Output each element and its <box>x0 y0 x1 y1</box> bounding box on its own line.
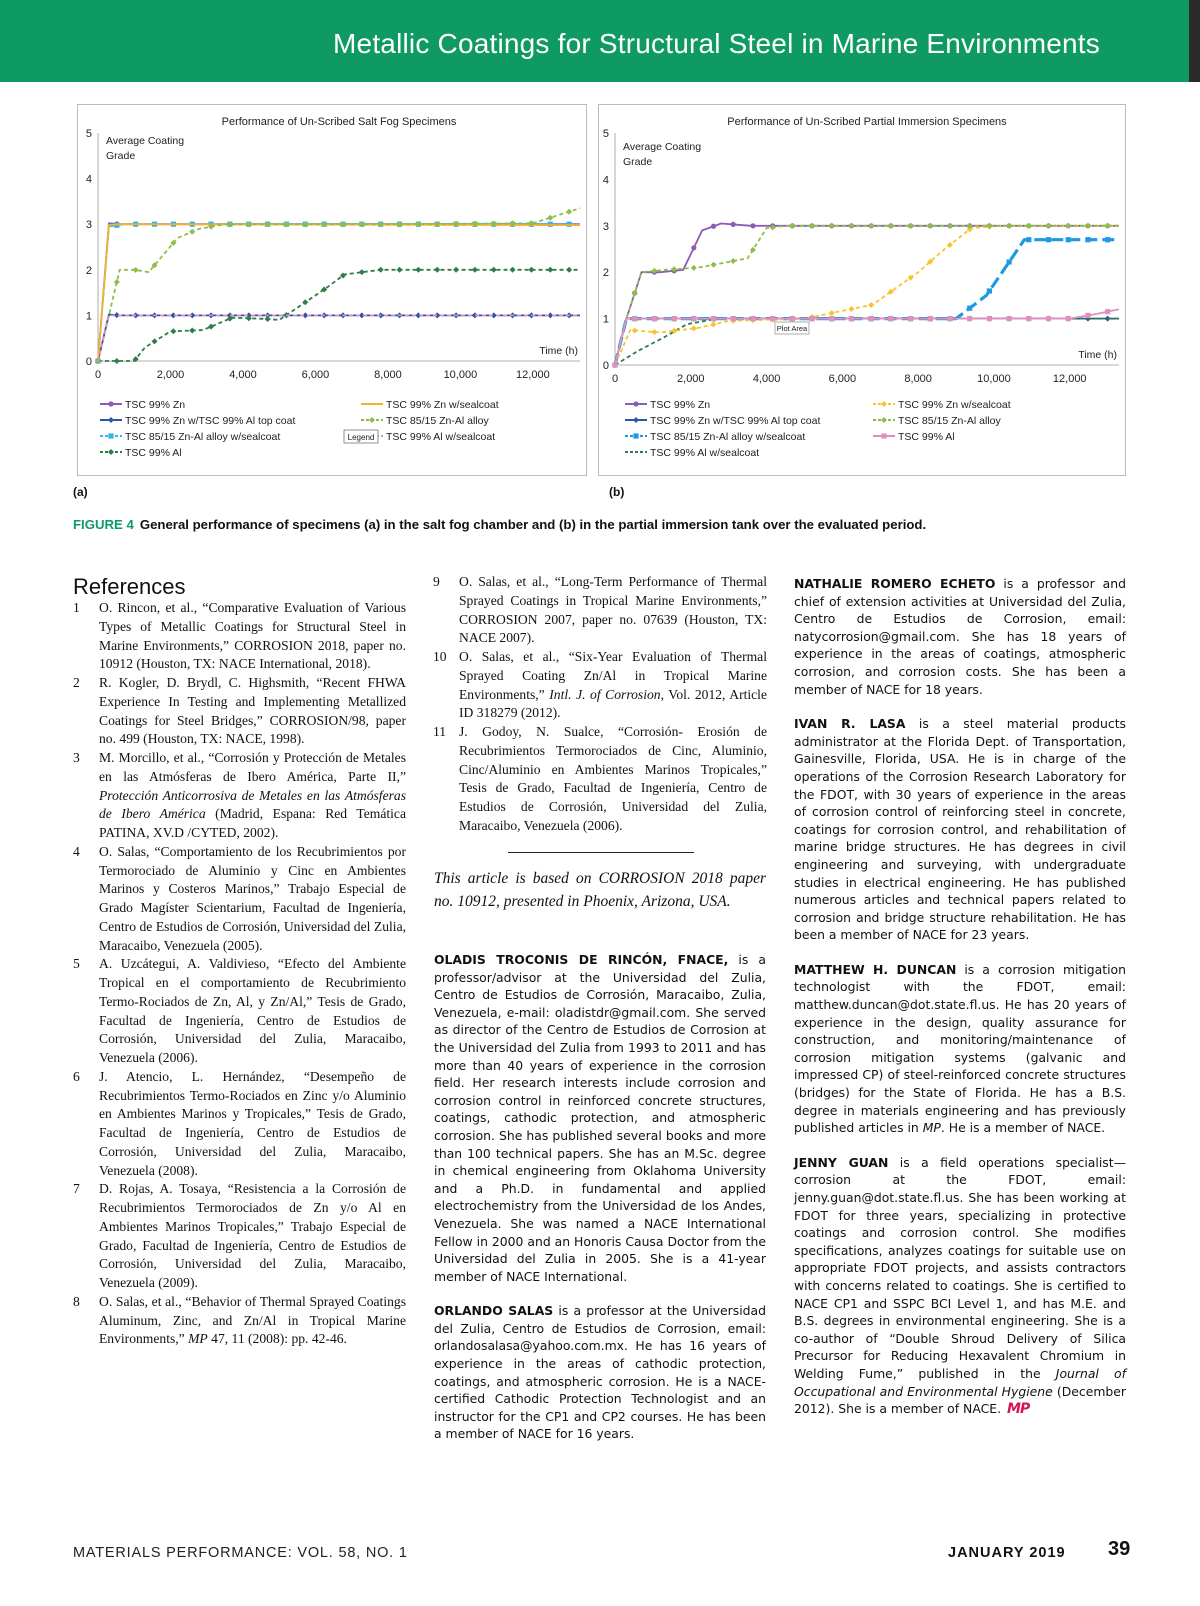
data-point <box>1006 223 1012 229</box>
data-point <box>1046 237 1051 242</box>
reference-text: O. Salas, et al., “Long-Term Performance of Thermal Sprayed Coatings in Tropical Marine Environments,” CORROSION 2007, paper no. 07639 (Houston, TX: NACE 2007). <box>459 574 767 646</box>
data-point <box>908 316 913 321</box>
mp-end-logo: MP <box>1007 1401 1030 1418</box>
chart-b-svg <box>599 105 1125 475</box>
data-point <box>1046 223 1052 229</box>
data-point <box>881 417 887 423</box>
data-point <box>170 328 176 334</box>
data-point <box>672 316 677 321</box>
series-line <box>615 226 1119 365</box>
x-tick-label: 2,000 <box>156 369 185 381</box>
reference-text: O. Rincon, et al., “Comparative Evaluation of Various Types of Metallic Coatings for Structural Steel in Marine Environments,” CORROSION 2018, paper no. 10912 (Houston, TX: NACE International, 2018). <box>99 600 406 672</box>
y-tick-label: 3 <box>85 219 92 232</box>
series-line <box>98 223 580 361</box>
x-tick-label: 0 <box>611 373 619 385</box>
data-point <box>1105 237 1110 242</box>
data-point <box>652 316 657 321</box>
reference-item <box>433 573 767 648</box>
data-point <box>108 449 114 455</box>
reference-number: 7 <box>73 1181 80 1197</box>
chart-b <box>598 104 1126 476</box>
y-axis-label: Average Coating <box>623 141 702 153</box>
y-axis-label: Average Coating <box>106 135 185 147</box>
legend-entry: TSC 85/15 Zn-Al alloy w/sealcoat <box>650 431 806 443</box>
legend-entry: TSC 85/15 Zn-Al alloy w/sealcoat <box>125 431 281 443</box>
data-point <box>691 325 697 331</box>
legend-entry: TSC 99% Al <box>898 431 955 443</box>
reference-text: J. Godoy, N. Sualce, “Corrosión- Erosión de Recubrimientos Termorociados de Cinc, Aluminio, Cinc/Aluminio en Ambientes Marinos Tropicales,” Tesis de Grado, Facultad de Ingeniería, Centro de Estudios de Corrosión, Universidad del Zulia, Maracaibo, Venezuela (2006). <box>459 724 767 833</box>
reference-item <box>73 955 406 1068</box>
author-bio-text: is a field operations specialist—corrosion at the FDOT, email: jenny.guan@dot.state.fl.us. She has been working at FDOT for three years, specializing in protective coatings and corrosion control. She modifies specifications, analyzes coatings for suitable use on appropriate FDOT projects, and assists contractors with concerns related to coatings. She is certified to NACE CP1 and SSPC BCI Level 1, and has M.E. and B.S. degrees in environmental engineering. She is a co-author of “Double Shroud Delivery of Silica Precursor for Reducing Hexavalent Chromium in Welding Fume,” published in the Journal of Occupational and Environmental Hygiene (December 2012). She is a member of NACE. <box>794 1154 1126 1417</box>
data-point <box>987 288 992 293</box>
data-point <box>848 306 854 312</box>
header-edge <box>1189 0 1200 82</box>
data-point <box>868 223 874 229</box>
x-tick-label: 12,000 <box>516 369 550 381</box>
chart-a <box>77 104 587 476</box>
data-point <box>790 316 795 321</box>
x-axis-label: Time (h) <box>1078 349 1117 361</box>
y-tick-label: 1 <box>602 313 609 326</box>
x-tick-label: 10,000 <box>443 369 478 381</box>
data-point <box>265 316 271 322</box>
data-point <box>869 316 874 321</box>
data-point <box>189 327 195 333</box>
reference-text: O. Salas, “Comportamiento de los Recubrimientos por Termorociado de Aluminio y Cinc en Ambientes Marinos y Costeros Marinos,” Trabajo Especial de Grado Magíster Scientarium, Facultad de Ingeniería, Centro de Estudios de Corrosión, Universidad del Zulia, Maracaibo, Venezuela (2005). <box>99 843 406 953</box>
data-point <box>986 223 992 229</box>
data-point <box>415 267 421 273</box>
data-point <box>1007 316 1012 321</box>
data-point <box>987 316 992 321</box>
data-point <box>691 265 697 271</box>
chart-title: Performance of Un-Scribed Salt Fog Specimens <box>221 116 457 128</box>
author-name: IVAN R. LASA <box>794 716 906 732</box>
figure-label-a: (a) <box>73 485 88 499</box>
reference-item <box>73 674 406 749</box>
footer-journal: MATERIALS PERFORMANCE: VOL. 58, NO. 1 <box>73 1545 408 1561</box>
reference-item <box>73 843 406 956</box>
data-point <box>633 401 638 406</box>
x-tick-label: 4,000 <box>229 369 257 381</box>
data-point <box>1085 237 1090 242</box>
legend-entry: TSC 99% Al w/sealcoat <box>650 447 760 459</box>
data-point <box>809 223 815 229</box>
reference-item <box>433 648 767 723</box>
figure-label-b: (b) <box>609 485 625 499</box>
data-point <box>829 223 835 229</box>
figure-number: FIGURE 4 <box>73 517 134 532</box>
reference-number: 5 <box>73 956 80 972</box>
legend-entry: TSC 85/15 Zn-Al alloy <box>898 415 1001 427</box>
data-point <box>691 316 696 321</box>
data-point <box>566 267 572 273</box>
data-point <box>1065 223 1071 229</box>
figure-caption-text: General performance of specimens (a) in the salt fog chamber and (b) in the partial immersion tank over the evaluated period. <box>139 517 927 532</box>
series-line <box>98 315 580 361</box>
data-point <box>108 417 114 423</box>
legend-entry: TSC 85/15 Zn-Al alloy <box>386 415 489 427</box>
author-name: NATHALIE ROMERO ECHETO <box>794 576 996 591</box>
data-point <box>491 267 497 273</box>
data-point <box>108 401 113 406</box>
chart-a-svg <box>78 105 586 475</box>
data-point <box>108 433 113 438</box>
y-tick-label: 1 <box>85 310 92 323</box>
data-point <box>1026 237 1031 242</box>
chart-title: Performance of Un-Scribed Partial Immersion Specimens <box>727 116 1007 128</box>
reference-item <box>73 599 406 674</box>
y-tick-label: 0 <box>85 356 92 368</box>
data-point <box>711 316 716 321</box>
author-name: JENNY GUAN <box>794 1154 889 1170</box>
plot-area-label: Plot Area <box>776 324 808 333</box>
y-tick-label: 2 <box>85 264 92 277</box>
x-tick-label: 10,000 <box>977 373 1011 385</box>
reference-number: 6 <box>73 1068 80 1084</box>
x-tick-label: 0 <box>94 369 102 381</box>
author-bio <box>434 951 766 1285</box>
data-point <box>1046 316 1051 321</box>
reference-number: 11 <box>433 724 447 739</box>
data-point <box>632 316 637 321</box>
x-tick-label: 2,000 <box>677 373 705 385</box>
author-bio <box>434 1302 766 1443</box>
data-point <box>750 223 755 228</box>
data-point <box>114 358 120 364</box>
data-point <box>730 258 736 264</box>
data-point <box>731 222 736 227</box>
references-heading: References <box>73 574 186 599</box>
data-point <box>711 262 717 268</box>
data-point <box>809 316 814 321</box>
reference-item <box>433 723 767 836</box>
article-note: This article is based on CORROSION 2018 paper no. 10912, presented in Phoenix, Arizona, USA. <box>434 870 766 910</box>
data-point <box>908 223 914 229</box>
data-point <box>510 267 516 273</box>
data-point <box>967 316 972 321</box>
data-point <box>1026 223 1032 229</box>
data-point <box>770 316 775 321</box>
reference-number: 1 <box>73 600 80 615</box>
legend-entry: TSC 99% Zn <box>650 399 711 411</box>
legend-entry: TSC 99% Al w/sealcoat <box>386 431 496 443</box>
references-column-left <box>73 599 406 1349</box>
data-point <box>633 417 639 423</box>
data-point <box>397 267 403 273</box>
reference-item <box>73 1180 406 1293</box>
y-tick-label: 0 <box>602 360 609 372</box>
reference-number: 8 <box>73 1293 80 1309</box>
data-point <box>612 362 617 367</box>
legend-entry: TSC 99% Zn w/sealcoat <box>386 399 499 411</box>
x-tick-label: 4,000 <box>752 373 781 385</box>
data-point <box>849 316 854 321</box>
data-point <box>731 316 736 321</box>
series-line <box>98 315 580 362</box>
data-point <box>189 229 195 235</box>
legend-entry: TSC 99% Zn w/TSC 99% Al top coat <box>650 415 821 427</box>
data-point <box>750 316 755 321</box>
author-bio-text: is a professor/advisor at the Universidad del Zulia, Centro de Estudios de Corrosión, Maracaibo, Zulia, Venezuela, e-mail: oladistdr@gmail.com. She served as director of the Centro de Estudios de Corrosion at the Universidad del Zulia from 1993 to 2011 and has more than 40 years of experience in the corrosion field. Her research interests include corrosion and corrosion control in reinforced concrete structures, coatings, cathodic protection, and atmospheric corrosion. She has published several books and more than 100 technical papers. She has an M.Sc. degree in chemical engineering from Oklahoma University and a Ph.D. in fundamental and applied electrochemistry from the Universidad de los Andes, Venezuela. She was named a NACE International Fellow in 2000 and an Honoris Causa Doctor from the Universidad del Zulia in 2005. She is a 41-year member of NACE International. <box>434 952 766 1284</box>
reference-number: 3 <box>73 750 80 765</box>
series-line <box>615 224 1119 366</box>
data-point <box>453 267 459 273</box>
data-point <box>302 299 308 305</box>
legend-entry: TSC 99% Zn w/sealcoat <box>898 399 1011 411</box>
data-point <box>359 269 365 275</box>
data-point <box>472 267 478 273</box>
data-point <box>632 328 638 334</box>
y-tick-label: 2 <box>602 267 609 280</box>
reference-text: R. Kogler, D. Brydl, C. Highsmith, “Recent FHWA Experience In Testing and Implementing Metallized Coatings for Steel Bridges,” CORROSION/98, paper no. 499 (Houston, TX: NACE, 1998). <box>99 675 406 747</box>
data-point <box>848 223 854 229</box>
legend-entry: TSC 99% Al <box>125 447 182 459</box>
author-bio <box>794 575 1126 698</box>
data-point <box>547 215 553 221</box>
data-point <box>633 433 638 438</box>
reference-text: O. Salas, et al., “Six-Year Evaluation of Thermal Sprayed Coating Zn/Al in Tropical Marine Environments,” Intl. J. of Corrosion, Vol. 2012, Article ID 318279 (2012). <box>459 649 767 721</box>
y-axis-label: Grade <box>106 150 136 162</box>
data-point <box>829 310 835 316</box>
author-name: OLADIS TROCONIS DE RINCÓN, FNACE, <box>434 952 729 967</box>
reference-number: 4 <box>73 843 80 859</box>
x-tick-label: 12,000 <box>1052 373 1087 385</box>
data-point <box>947 316 952 321</box>
y-tick-label: 5 <box>85 128 92 140</box>
data-point <box>434 267 440 273</box>
author-name: ORLANDO SALAS <box>434 1303 554 1319</box>
data-point <box>114 279 120 285</box>
reference-item <box>73 1068 406 1181</box>
reference-text: M. Morcillo, et al., “Corrosión y Protección de Metales en las Atmósferas de Ibero América, Parte II,” Protección Anticorrosiva de Metales en las Atmósferas de Ibero América (Madrid, Espana: Red Temática PATINA, XV.D /CYTED, 2002). <box>99 750 406 840</box>
y-tick-label: 5 <box>602 128 609 140</box>
reference-item <box>73 749 406 843</box>
data-point <box>1105 309 1110 314</box>
data-point <box>152 338 158 344</box>
x-tick-label: 8,000 <box>904 373 932 385</box>
data-point <box>369 417 375 423</box>
series-line <box>615 319 1119 365</box>
series-line <box>98 208 580 361</box>
y-axis-label: Grade <box>623 156 653 168</box>
data-point <box>947 223 953 229</box>
data-point <box>1026 316 1031 321</box>
series-line <box>98 224 580 361</box>
data-point <box>378 267 384 273</box>
data-point <box>928 316 933 321</box>
data-point <box>711 321 717 327</box>
reference-text: O. Salas, et al., “Behavior of Thermal Sprayed Coatings Aluminum, Zinc, and Zn/Al in Tropical Marine Environments,” MP 47, 11 (2008): pp. 42-46. <box>99 1293 406 1347</box>
y-tick-label: 4 <box>85 173 92 186</box>
author-bio-text: is a steel material products administrator at the Florida Dept. of Transportation, Gainesville, Florida, USA. He is in charge of the operations of the Corrosion Research Laboratory for the FDOT, with 30 years of experience in the areas of corrosion control of reinforcing steel in concrete, coatings for corrosion control, and rehabilitation of marine bridge structures. He has degrees in civil engineering and surveying, with undergraduate studies in electrical engineering. He has published numerous articles and technical papers related to corrosion and bridge structure rehabilitation. He has been a member of NACE for 23 years. <box>794 716 1127 943</box>
running-head-title: Metallic Coatings for Structural Steel in Marine Environments <box>333 28 1100 59</box>
data-point <box>1066 237 1071 242</box>
data-point <box>133 267 139 273</box>
y-tick-label: 4 <box>602 174 609 187</box>
series-line <box>615 226 1119 365</box>
author-bio <box>794 715 1126 944</box>
author-bio-text: is a professor and chief of extension activities at Universidad del Zulia, Centro de Estudios de Corrosion, email: natycorrosion@gmail.com. She has 18 years of experience in the areas of coatings, atmospheric corrosion, and corrosion costs. She has been a member of NACE for 18 years. <box>794 576 1126 697</box>
reference-number: 2 <box>73 675 80 690</box>
data-point <box>711 224 716 229</box>
bios-column-right <box>794 575 1126 1436</box>
x-tick-label: 6,000 <box>828 373 857 385</box>
legend-entry: TSC 99% Zn w/TSC 99% Al top coat <box>125 415 296 427</box>
legend-label: Legend <box>347 433 375 442</box>
footer-date: JANUARY 2019 <box>948 1545 1066 1561</box>
data-point <box>691 245 696 250</box>
data-point <box>528 267 534 273</box>
series-line <box>615 240 1119 365</box>
data-point <box>1066 316 1071 321</box>
data-point <box>829 316 834 321</box>
series-line <box>98 224 580 361</box>
author-bio <box>794 1154 1126 1419</box>
data-point <box>967 306 972 311</box>
data-point <box>881 401 887 407</box>
data-point <box>888 316 893 321</box>
reference-item <box>73 1293 406 1349</box>
author-name: MATTHEW H. DUNCAN <box>794 961 957 977</box>
data-point <box>632 290 638 296</box>
reference-text: J. Atencio, L. Hernández, “Desempeño de Recubrimientos Termo-Rociados en Zinc y/o Aluminio en Ambientes Marinos y Tropicales,” Tesis de Grado, Facultad de Ingeniería, Centro de Estudios de Corrosión, Universidad del Zulia, Maracaibo, Venezuela (2008). <box>99 1068 406 1178</box>
data-point <box>927 223 933 229</box>
data-point <box>789 223 795 229</box>
data-point <box>1105 223 1111 229</box>
data-point <box>227 316 233 322</box>
series-line <box>615 319 1119 365</box>
reference-number: 9 <box>433 574 440 589</box>
data-point <box>547 267 553 273</box>
data-point <box>208 324 214 330</box>
page-number: 39 <box>1108 1538 1131 1560</box>
author-bio-text: is a corrosion mitigation technologist with the FDOT, email: matthew.duncan@dot.state.fl.us. He has 20 years of experience in the design, quality assurance for construction, and monitoring/maintenance of corrosion mitigation systems (galvanic and impressed CP) of steel-reinforced concrete structures (bridges) for the State of Florida. He has a B.S. degree in materials engineering and has previously published articles in MP. He is a member of NACE. <box>794 961 1126 1136</box>
data-point <box>1085 223 1091 229</box>
x-tick-label: 6,000 <box>301 369 330 381</box>
data-point <box>566 209 572 215</box>
reference-text: A. Uzcátegui, A. Valdivieso, “Efecto del Ambiente Tropical en el comportamiento de Recubrimiento Termo-Rociados de Zn, Al, y Zn/Al,” Tesis de Grado, Facultad de Ingeniería, Centro de Estudios de Corrosión, Universidad del Zulia, Maracaibo, Venezuela (2006). <box>99 956 406 1065</box>
data-point <box>888 223 894 229</box>
references-column-middle <box>433 573 767 836</box>
data-point <box>881 433 886 438</box>
legend-entry: TSC 99% Zn <box>125 399 186 411</box>
bios-column-middle <box>434 951 766 1460</box>
separator-rule <box>508 852 694 853</box>
reference-text: D. Rojas, A. Tosaya, “Resistencia a la Corrosión de Recubrimientos Termorociados de Zn y/o Al en Ambientes Marinos Tropicales,” Trabajo Especial de Grado, Facultad de Ingeniería, Centro de Estudios de Corrosión, Universidad del Zulia, Maracaibo, Venezuela (2009). <box>99 1181 406 1290</box>
data-point <box>1007 259 1012 264</box>
figure-caption <box>73 517 1133 532</box>
data-point <box>868 302 874 308</box>
y-tick-label: 3 <box>602 220 609 233</box>
x-tick-label: 8,000 <box>374 369 402 381</box>
data-point <box>1085 313 1090 318</box>
x-axis-label: Time (h) <box>539 345 578 357</box>
author-bio <box>794 961 1126 1137</box>
reference-number: 10 <box>433 649 447 664</box>
data-point <box>651 329 657 335</box>
author-bio-text: is a professor at the Universidad del Zulia, Centro de Estudios de Corrosion, email: orlandosalasa@yahoo.com.mx. He has 16 years of experience in the areas of cathodic protection, coatings, and atmospheric corrosion. He is a NACE-certified Cathodic Protection Technologist and an instructor for the CP1 and CP2 courses. He has been a member of NACE for 16 years. <box>434 1303 766 1442</box>
